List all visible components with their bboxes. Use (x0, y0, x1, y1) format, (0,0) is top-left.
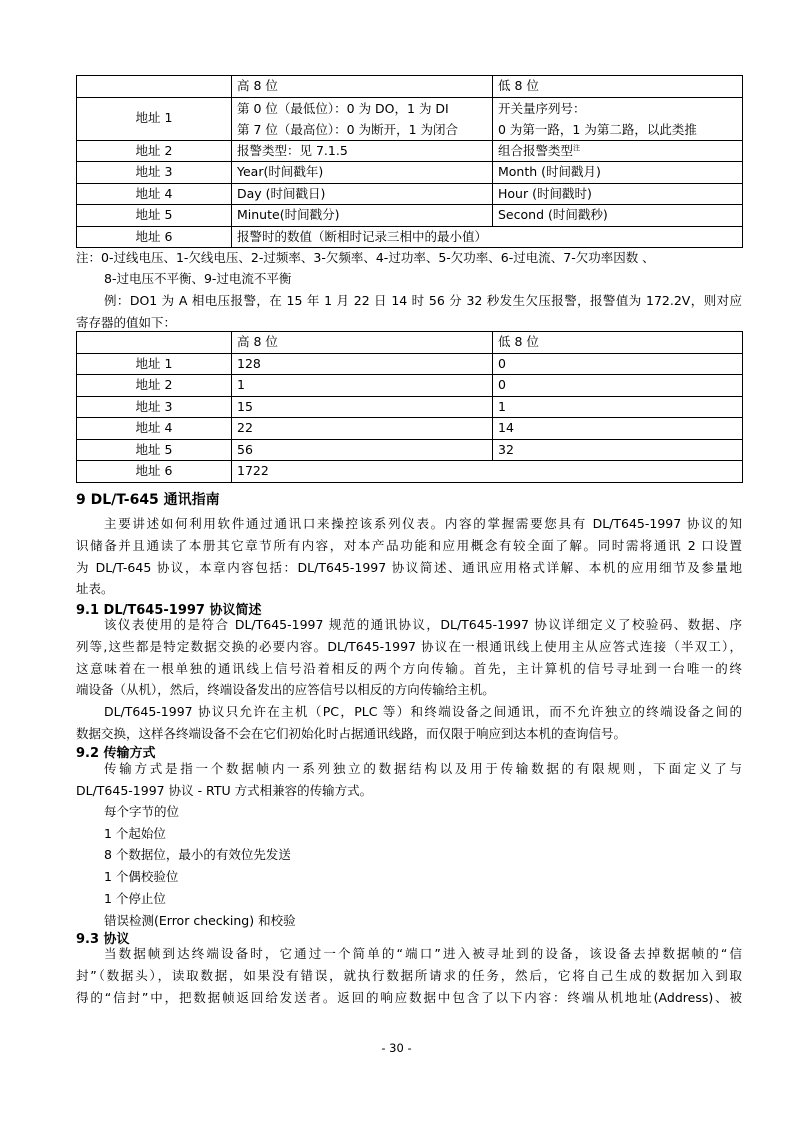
table-row (77, 396, 743, 418)
table-cell: 32 (493, 439, 743, 461)
text-line: 封”（数据头），读取数据，如果没有错误，就执行数据所请求的任务，然后，它将自己生成的数据加入到取 (76, 967, 742, 983)
cell-line: 第 7 位（最高位）：0 为断开，1 为闭合 (237, 121, 459, 137)
list-item: 每个字节的位 (104, 804, 180, 819)
table-row (77, 375, 743, 397)
table-cell: 14 (493, 418, 743, 440)
text-line: 数据交换，这样各终端设备不会在它们初始化时占据通讯线路，而仅限于响应到达本机的查询信号。 (76, 725, 627, 741)
text-line: 得的“信封”中，把数据帧返回给发送者。返回的响应数据中包含了以下内容：终端从机地址(Address)、被 (76, 989, 742, 1005)
text-line: 当数据帧到达终端设备时，它通过一个简单的“端口”进入被寻址到的设备，该设备去掉数据帧的“信 (104, 946, 742, 961)
address-cell: 地址 6 (77, 226, 232, 248)
address-cell: 地址 6 (77, 461, 232, 483)
list-item: 1 个起始位 (104, 825, 166, 841)
table-cell (77, 76, 232, 98)
table-cell (493, 97, 743, 140)
text-line: 识储备并且通读了本册其它章节所有内容，对本产品功能和应用概念有较全面了解。同时需将通讯 2 口设置 (76, 537, 742, 553)
table-cell (77, 332, 232, 354)
text-line: 址表。 (76, 581, 114, 597)
table-header-row (77, 76, 743, 98)
text-line: 寄存器的值如下： (76, 314, 177, 330)
list-item: 8 个数据位，最小的有效位先发送 (104, 847, 291, 863)
table-cell: Hour (时间戳时) (493, 183, 743, 205)
table-cell: 15 (232, 396, 493, 418)
table-header-low: 低 8 位 (493, 76, 743, 98)
cell-line: 0 为第一路，1 为第二路，以此类推 (498, 121, 697, 137)
table-cell: Minute(时间戳分) (232, 205, 493, 227)
table-cell: 1722 (232, 461, 743, 483)
table-header-row (77, 332, 743, 354)
section-paragraph (76, 943, 742, 1008)
table-cell: Day (时间戳日) (232, 183, 493, 205)
table-row (77, 461, 743, 483)
note-line-2: 8-过电压不平衡、9-过电流不平衡 (104, 271, 292, 286)
table-row (77, 140, 743, 162)
address-cell: 地址 4 (77, 418, 232, 440)
address-cell: 地址 3 (77, 162, 232, 184)
text-line: 为 DL/T-645 协议，本章内容包括：DL/T645-1997 协议简述、通讯应用格式详解、本机的应用细节及参量地 (76, 559, 742, 575)
note-line-1: 注：0-过线电压、1-欠线电压、2-过频率、3-欠频率、4-过功率、5-欠功率、6-过电流、7-欠功率因数 、 (76, 250, 655, 265)
example-paragraph (76, 290, 742, 334)
table-cell: 报警时的数值（断相时记录三相中的最小值） (232, 226, 743, 248)
table-cell: Year(时间戳年) (232, 162, 493, 184)
table-row (77, 97, 743, 140)
table-cell: 128 (232, 353, 493, 375)
address-cell: 地址 5 (77, 439, 232, 461)
table-row (77, 439, 743, 461)
table-cell: 22 (232, 418, 493, 440)
text-line: 列等,这些都是特定数据交换的必要内容。DL/T645-1997 协议在一根通讯线上使用主从应答式连接（半双工）， (76, 638, 742, 654)
table-cell: Second (时间戳秒) (493, 205, 743, 227)
table-row (77, 226, 743, 248)
address-cell: 地址 5 (77, 205, 232, 227)
address-cell: 地址 2 (77, 375, 232, 397)
table-cell (232, 97, 493, 140)
section-paragraph (76, 513, 742, 600)
address-cell: 地址 3 (77, 396, 232, 418)
table-cell: 0 (493, 353, 743, 375)
address-cell: 地址 4 (77, 183, 232, 205)
table-row (77, 205, 743, 227)
address-cell: 地址 2 (77, 140, 232, 162)
table-row (77, 162, 743, 184)
text-line: 传输方式是指一个数据帧内一系列独立的数据结构以及用于传输数据的有限规则，下面定义了与 (104, 761, 742, 776)
section-heading: 9 DL/T-645 通讯指南 (76, 492, 220, 508)
table-cell: 报警类型：见 7.1.5 (232, 140, 493, 162)
list-item: 1 个偶校验位 (104, 869, 179, 885)
table-cell: 1 (493, 396, 743, 418)
cell-line: 开关量序列号： (498, 100, 586, 116)
cell-line: 第 0 位（最低位）：0 为 DO，1 为 DI (237, 100, 449, 116)
table-cell: 56 (232, 439, 493, 461)
address-cell: 地址 1 (77, 97, 232, 140)
table-row (77, 353, 743, 375)
table-row (77, 418, 743, 440)
transmission-format-list (104, 801, 296, 931)
list-item: 错误检测(Error checking) 和校验 (104, 912, 296, 928)
text-line: 例：DO1 为 A 相电压报警，在 15 年 1 月 22 日 14 时 56 分 32 秒发生欠压报警，报警值为 172.2V，则对应 (104, 293, 742, 308)
address-cell: 地址 1 (77, 353, 232, 375)
text-line: 主要讲述如何利用软件通过通讯口来操控该系列仪表。内容的掌握需要您具有 DL/T645-1997 协议的知 (104, 516, 742, 531)
combo-alarm-label: 组合报警类型 (498, 142, 574, 158)
text-line: 该仪表使用的是符合 DL/T645-1997 规范的通讯协议，DL/T645-1997 协议详细定义了校验码、数据、序 (104, 617, 742, 632)
table-header-high: 高 8 位 (232, 332, 493, 354)
alarm-register-table (76, 75, 743, 248)
subsection-heading: 9.1 DL/T645-1997 协议简述 (76, 603, 262, 618)
text-line: DL/T645-1997 协议只允许在主机（PC，PLC 等）和终端设备之间通讯，而不允许独立的终端设备之间的 (104, 704, 742, 720)
text-line: 端设备（从机），然后，终端设备发出的应答信号以相反的方向传输给主机。 (76, 682, 495, 698)
subsection-heading: 9.3 协议 (76, 932, 130, 947)
note-marker: 注 (573, 143, 581, 152)
example-register-table (76, 331, 743, 483)
table-row (77, 183, 743, 205)
text-line: 这意味着在一根单独的通讯线上信号沿着相反的两个方向传输。首先，主计算机的信号寻址到一台唯一的终 (76, 660, 742, 676)
list-item: 1 个停止位 (104, 890, 166, 906)
table-header-low: 低 8 位 (493, 332, 743, 354)
section-paragraph (76, 614, 742, 745)
table-cell: Month (时间戳月) (493, 162, 743, 184)
page-number: - 30 - (381, 1041, 412, 1055)
table-cell (493, 140, 743, 162)
text-line: DL/T645-1997 协议 - RTU 方式相兼容的传输方式。 (76, 782, 373, 798)
subsection-heading: 9.2 传输方式 (76, 746, 156, 761)
section-paragraph (76, 758, 742, 802)
table-cell: 0 (493, 375, 743, 397)
table-header-high: 高 8 位 (232, 76, 493, 98)
table-cell: 1 (232, 375, 493, 397)
